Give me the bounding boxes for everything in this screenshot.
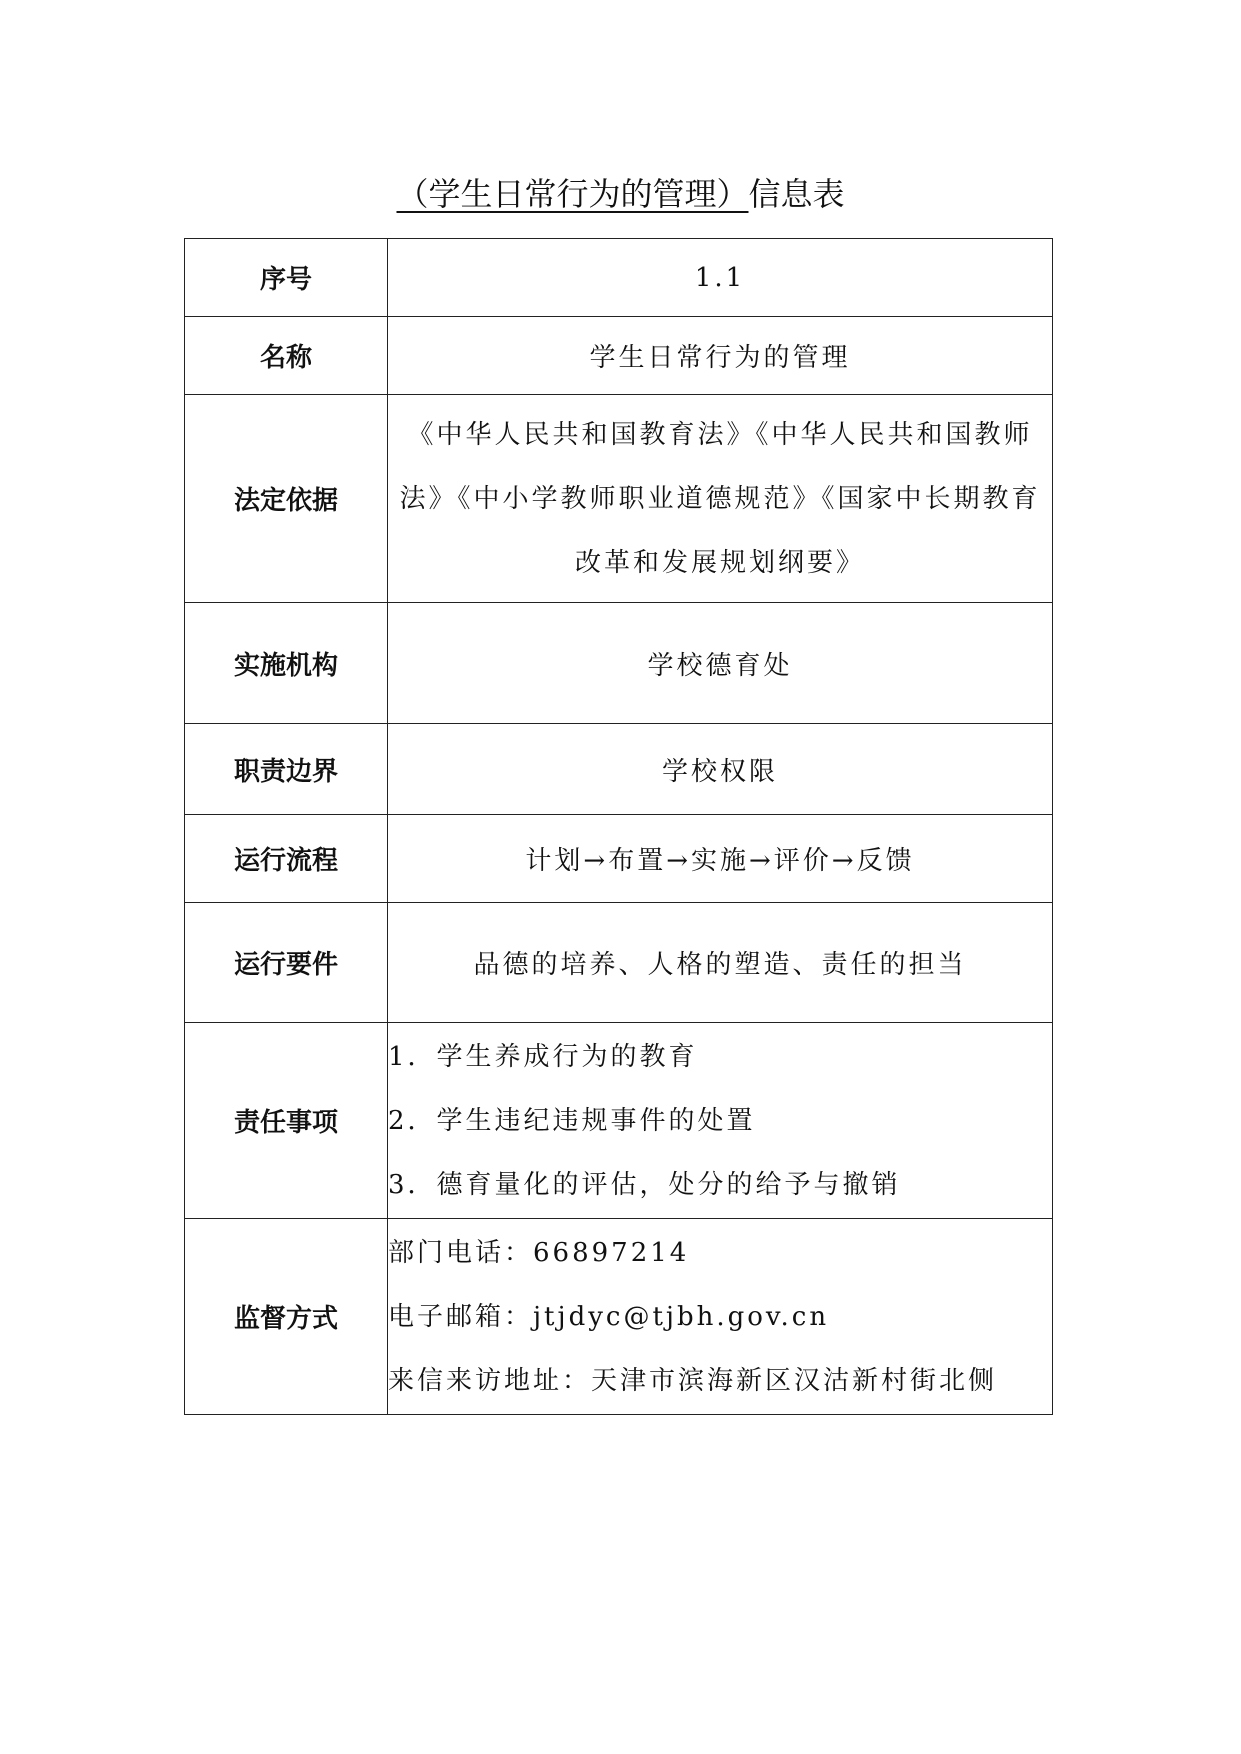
- name-value: 学生日常行为的管理: [388, 317, 1053, 395]
- serial-label: 序号: [185, 239, 388, 317]
- responsibility-item: 2．学生违纪违规事件的处置: [388, 1105, 756, 1136]
- boundary-label: 职责边界: [185, 724, 388, 815]
- row-legal-basis: [185, 395, 1053, 603]
- row-responsibilities: [185, 1023, 1053, 1219]
- row-process: [185, 815, 1053, 903]
- responsibility-item: 1．学生养成行为的教育: [388, 1041, 698, 1072]
- title-subject: （学生日常行为的管理）: [396, 175, 749, 213]
- process-value: 计划→布置→实施→评价→反馈: [388, 815, 1053, 903]
- legal-basis-value: 《中华人民共和国教育法》《中华人民共和国教师法》《中小学教师职业道德规范》《国家中长期教育改革和发展规划纲要》: [388, 395, 1053, 603]
- responsibility-item: 3．德育量化的评估，处分的给予与撤销: [388, 1169, 901, 1200]
- requirements-label: 运行要件: [185, 903, 388, 1023]
- requirements-value: 品德的培养、人格的塑造、责任的担当: [388, 903, 1053, 1023]
- title-suffix: 信息表: [748, 175, 845, 213]
- info-table: [184, 238, 1053, 1415]
- serial-value: 1.1: [388, 239, 1053, 317]
- responsibilities-list: [388, 1023, 1053, 1219]
- name-label: 名称: [185, 317, 388, 395]
- row-name: [185, 317, 1053, 395]
- responsibilities-label: 责任事项: [185, 1023, 388, 1219]
- row-supervision: [185, 1219, 1053, 1415]
- row-boundary: [185, 724, 1053, 815]
- agency-label: 实施机构: [185, 603, 388, 724]
- row-serial: [185, 239, 1053, 317]
- supervision-email: 电子邮箱：jtjdyc@tjbh.gov.cn: [388, 1301, 830, 1332]
- supervision-phone: 部门电话：66897214: [388, 1237, 690, 1268]
- process-label: 运行流程: [185, 815, 388, 903]
- page-title: [0, 172, 1241, 216]
- boundary-value: 学校权限: [388, 724, 1053, 815]
- row-agency: [185, 603, 1053, 724]
- row-requirements: [185, 903, 1053, 1023]
- supervision-label: 监督方式: [185, 1219, 388, 1415]
- supervision-address: 来信来访地址：天津市滨海新区汉沽新村街北侧: [388, 1365, 998, 1396]
- supervision-list: [388, 1219, 1053, 1415]
- legal-basis-label: 法定依据: [185, 395, 388, 603]
- agency-value: 学校德育处: [388, 603, 1053, 724]
